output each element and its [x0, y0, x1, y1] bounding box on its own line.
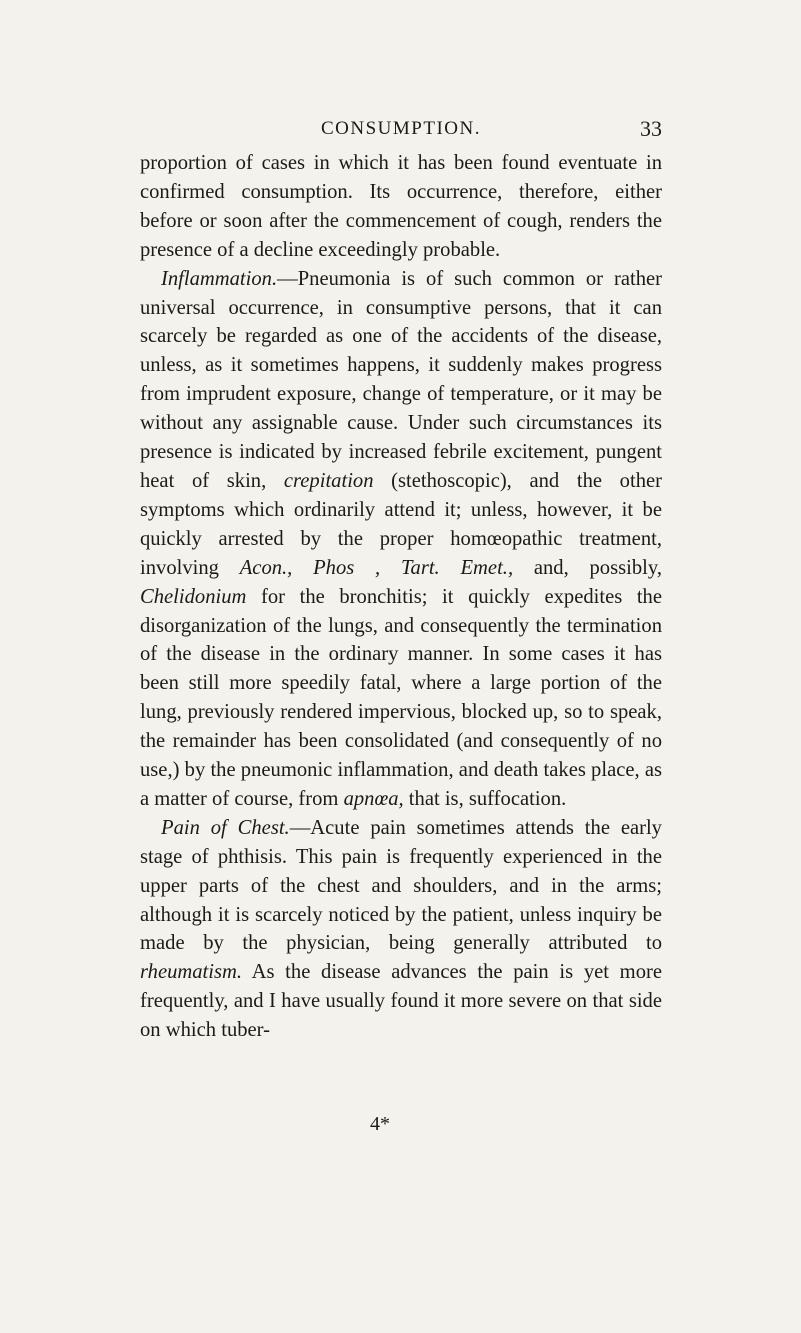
remedies-list: Acon., Phos , Tart. Emet.,: [239, 556, 514, 579]
paragraph-pain-of-chest: [140, 814, 662, 1045]
body-text: [140, 149, 662, 1045]
paragraph-proportion: [140, 149, 662, 265]
text-segment: As the disease advances the pain is yet more frequently, and I have usually found it more severe on that side on which tuber-: [140, 961, 662, 1042]
page-number: 33: [640, 116, 662, 141]
text-segment: that is, suffocation.: [403, 787, 567, 810]
paragraph-inflammation: [140, 265, 662, 814]
text-segment: and, possibly,: [513, 556, 662, 579]
section-heading-pain-of-chest: Pain of Chest.: [161, 816, 290, 839]
text-segment: —Acute pain sometimes attends the early stage of phthisis. This pain is frequently experienced in the upper parts of the chest and shoulders, and in the arms; although it is scarcely noticed by the patient, unless inquiry be made by the physician, being generally attributed to: [140, 816, 662, 955]
signature-mark: 4*: [370, 1113, 390, 1135]
remedy-chelidonium: Chelidonium: [140, 585, 247, 608]
term-rheumatism: rheumatism.: [140, 961, 243, 984]
running-head: [140, 118, 662, 146]
text-segment: for the bronchitis; it quickly expedites the disorganization of the lungs, and consequently the termination of the disease in the ordinary manner. In some cases it has been still more speedily fatal, where a large portion of the lung, previously rendered impervious, blocked up, so to speak, the remainder has been consolidated (and consequently of no use,) by the pneumonic inflammation, and death takes place, as a matter of course, from: [140, 585, 662, 810]
term-crepitation: crepitation: [283, 469, 374, 492]
text-segment: —Pneumonia is of such common or rather universal occurrence, in consumptive persons, that it can scarcely be regarded as one of the accidents of the disease, unless, as it sometimes happens, it suddenly makes progress from imprudent exposure, change of temperature, or it may be without any assignable cause. Under such circumstances its presence is indicated by increased febrile excitement, pungent heat of skin,: [140, 267, 662, 492]
text-segment: proportion of cases in which it has been found eventuate in confirmed consumption. Its occurrence, therefore, either before or soon after the commencement of cough, renders the presence of a decline exceedingly probable.: [140, 152, 662, 261]
section-heading-inflammation: Inflammation.: [161, 267, 278, 290]
running-title: CONSUMPTION.: [321, 118, 481, 139]
text-segment: (stethoscopic), and the other symptoms which ordinarily attend it; unless, however, it be quickly arrested by the proper homœopathic treatment, involving: [140, 469, 663, 579]
term-apnoea: apnœa,: [343, 787, 404, 810]
